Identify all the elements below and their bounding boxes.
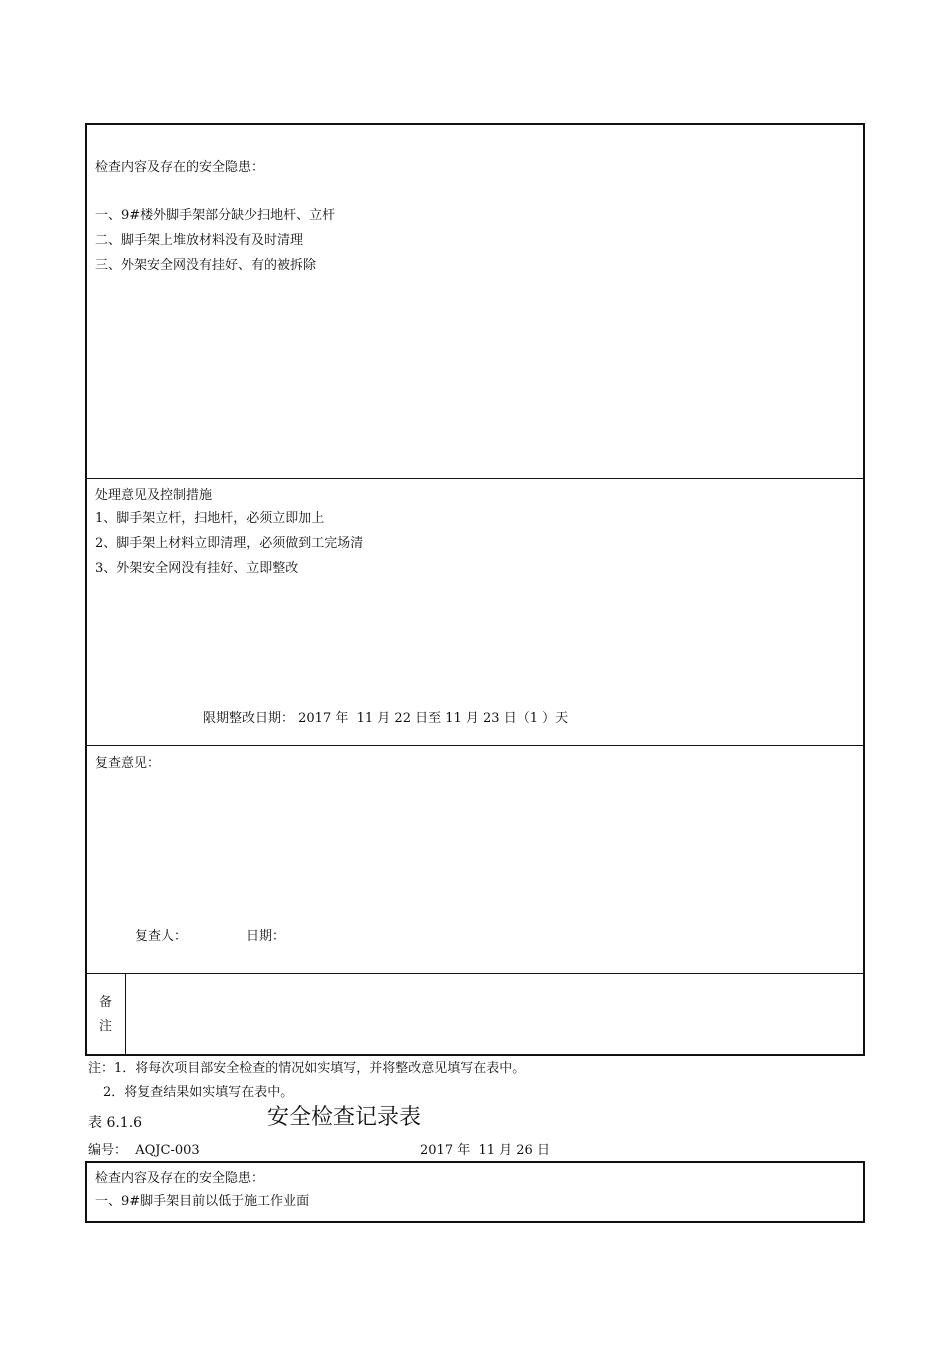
remarks-label-2: 注 xyxy=(99,1019,113,1034)
hazard-item: 一、9#楼外脚手架部分缺少扫地杆、立杆 xyxy=(95,208,336,223)
measure-item: 2、脚手架上材料立即清理，必须做到工完场清 xyxy=(95,536,364,551)
review-heading: 复查意见： xyxy=(95,756,161,771)
hazard-item: 三、外架安全网没有挂好、有的被拆除 xyxy=(95,258,317,273)
hazards-heading-2: 检查内容及存在的安全隐患： xyxy=(95,1171,265,1186)
note-line-2: 2．将复查结果如实填写在表中。 xyxy=(103,1085,294,1100)
note-line-1: 注：1．将每次项目部安全检查的情况如实填写，并将整改意见填写在表中。 xyxy=(88,1061,526,1076)
remarks-column-divider xyxy=(125,973,126,1055)
measure-item: 1、脚手架立杆，扫地杆，必须立即加上 xyxy=(95,511,325,526)
row-divider-hazards xyxy=(85,478,865,479)
rectification-deadline: 限期整改日期： 2017 年 11 月 22 日至 11 月 23 日（1 ）天 xyxy=(203,711,569,726)
serial-number: 编号： AQJC-003 xyxy=(88,1143,200,1158)
row-divider-review xyxy=(85,973,865,974)
inspection-date: 2017 年 11 月 26 日 xyxy=(420,1143,550,1158)
measure-item: 3、外架安全网没有挂好、立即整改 xyxy=(95,561,299,576)
hazard-item: 二、脚手架上堆放材料没有及时清理 xyxy=(95,233,304,248)
remarks-label-1: 备 xyxy=(99,995,113,1010)
review-date-label: 日期： xyxy=(246,929,286,944)
row-divider-measures xyxy=(85,745,865,746)
measures-heading: 处理意见及控制措施 xyxy=(95,488,213,503)
hazard-item-2: 一、9#脚手架目前以低于施工作业面 xyxy=(95,1194,310,1209)
hazards-heading: 检查内容及存在的安全隐患： xyxy=(95,160,265,175)
form-title: 安全检查记录表 xyxy=(267,1105,422,1130)
reviewer-label: 复查人： xyxy=(135,929,188,944)
table-number: 表 6.1.6 xyxy=(88,1115,143,1131)
